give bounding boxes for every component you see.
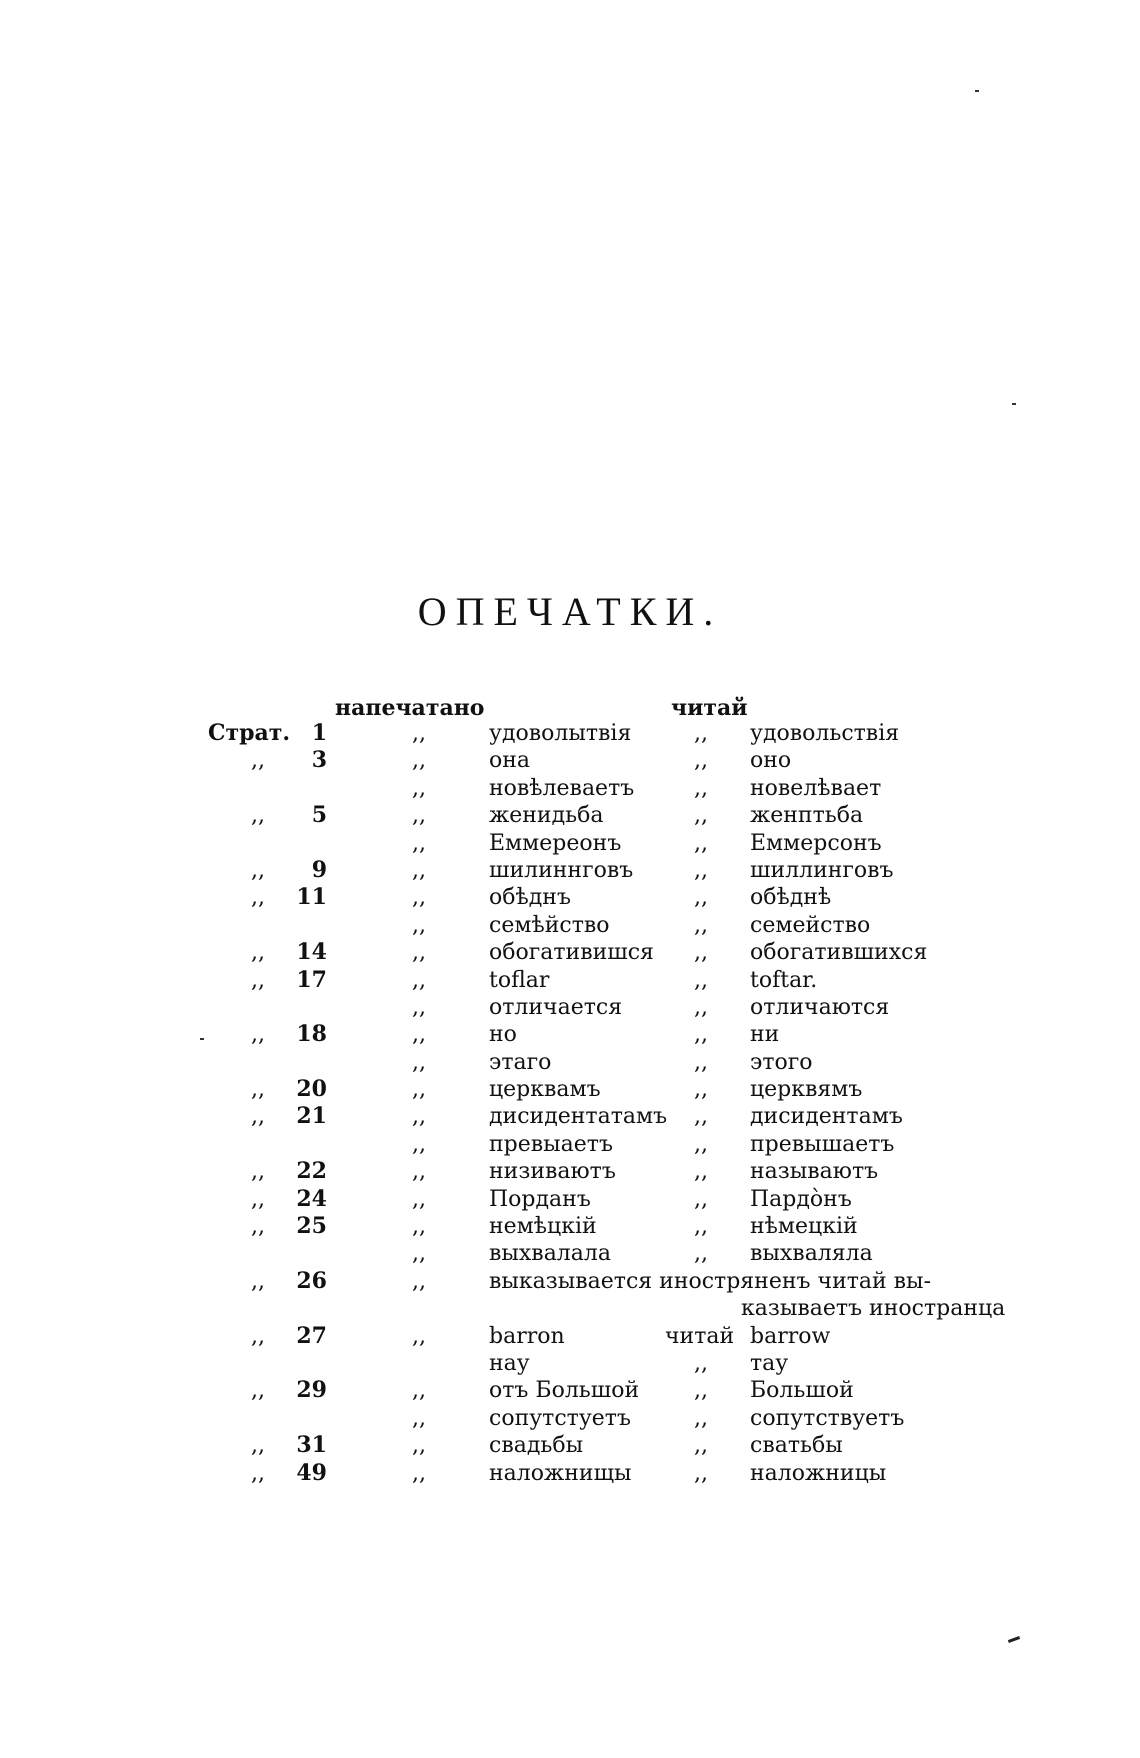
ditto-mark: ,, bbox=[412, 912, 426, 938]
errata-row bbox=[0, 857, 1140, 884]
misprinted-word: шилиннговъ bbox=[489, 857, 634, 883]
errata-row bbox=[0, 1021, 1140, 1048]
corrected-word: сопутствуетъ bbox=[750, 1405, 905, 1431]
ditto-mark: ,, bbox=[251, 857, 265, 883]
ditto-mark: ,, bbox=[412, 1022, 426, 1048]
ditto-mark: ,, bbox=[694, 1405, 708, 1431]
corrected-word: шиллинговъ bbox=[750, 857, 894, 883]
misprinted-word: отъ Большой bbox=[489, 1378, 640, 1404]
ditto-mark: ,, bbox=[412, 940, 426, 966]
corrected-word: обѣднѣ bbox=[750, 885, 832, 911]
ditto-mark: ,, bbox=[694, 1022, 708, 1048]
errata-row bbox=[0, 1405, 1140, 1432]
ditto-mark: ,, bbox=[412, 1241, 426, 1267]
misprinted-word: Еммереонъ bbox=[489, 830, 622, 856]
ditto-mark: ,, bbox=[251, 940, 265, 966]
errata-row bbox=[0, 1049, 1140, 1076]
ditto-mark: ,, bbox=[694, 1131, 708, 1157]
misprinted-word: этаго bbox=[489, 1049, 552, 1075]
misprinted-word: toflar bbox=[489, 967, 550, 993]
errata-row bbox=[0, 1158, 1140, 1185]
errata-row bbox=[0, 884, 1140, 911]
ditto-mark: ,, bbox=[694, 1104, 708, 1130]
ditto-mark: ,, bbox=[694, 912, 708, 938]
errata-row bbox=[0, 939, 1140, 966]
ditto-mark: ,, bbox=[251, 1104, 265, 1130]
misprinted-word: семѣйство bbox=[489, 912, 610, 938]
misprinted-word: сопутстуетъ bbox=[489, 1405, 631, 1431]
ditto-mark: ,, bbox=[251, 748, 265, 774]
ditto-mark: ,, bbox=[694, 775, 708, 801]
ditto-mark: ,, bbox=[251, 1433, 265, 1459]
ditto-mark: ,, bbox=[412, 1104, 426, 1130]
page-number: 22 bbox=[296, 1158, 327, 1185]
misprinted-word: Порданъ bbox=[489, 1186, 591, 1212]
corrected-word: новелѣвает bbox=[750, 775, 882, 801]
ditto-mark: ,, bbox=[412, 1378, 426, 1404]
corrected-word: выхваляла bbox=[750, 1241, 873, 1267]
ditto-mark: ,, bbox=[412, 721, 426, 746]
page-number: 5 bbox=[311, 802, 327, 829]
ditto-mark: ,, bbox=[251, 803, 265, 829]
corrected-word: удовольствія bbox=[750, 721, 900, 746]
ditto-mark: ,, bbox=[251, 1323, 265, 1349]
speck-mark bbox=[975, 90, 979, 92]
ditto-mark: ,, bbox=[694, 803, 708, 829]
misprinted-word: выхвалала bbox=[489, 1241, 611, 1267]
ditto-mark: ,, bbox=[694, 1214, 708, 1240]
ditto-mark: ,, bbox=[412, 1159, 426, 1185]
ditto-mark: ,, bbox=[694, 994, 708, 1020]
corrected-word: оно bbox=[750, 748, 792, 774]
corrected-word: этого bbox=[750, 1049, 813, 1075]
ditto-mark: ,, bbox=[694, 1159, 708, 1185]
read-marker: читай bbox=[665, 1323, 735, 1349]
ditto-mark: ,, bbox=[694, 940, 708, 966]
corrected-word: казываетъ иностранца bbox=[741, 1296, 1006, 1322]
corrected-word: наложницы bbox=[750, 1460, 887, 1486]
corrected-word: отличаются bbox=[750, 994, 890, 1020]
ditto-mark: ,, bbox=[412, 1186, 426, 1212]
ditto-mark: ,, bbox=[694, 1350, 708, 1376]
errata-row bbox=[0, 830, 1140, 857]
ditto-mark: ,, bbox=[412, 1405, 426, 1431]
ditto-mark: ,, bbox=[412, 967, 426, 993]
errata-row bbox=[0, 1295, 1140, 1322]
errata-row bbox=[0, 1213, 1140, 1240]
ditto-mark: ,, bbox=[412, 748, 426, 774]
errata-row bbox=[0, 747, 1140, 774]
misprinted-word: свадьбы bbox=[489, 1433, 584, 1459]
ditto-mark: ,, bbox=[251, 1460, 265, 1486]
ditto-mark: ,, bbox=[412, 830, 426, 856]
corrected-word: ни bbox=[750, 1022, 780, 1048]
speck-mark bbox=[200, 1038, 204, 1040]
misprinted-word: нау bbox=[489, 1350, 530, 1376]
misprinted-word: немѣцкій bbox=[489, 1214, 597, 1240]
ditto-mark: ,, bbox=[251, 967, 265, 993]
misprinted-word: но bbox=[489, 1022, 517, 1048]
errata-row bbox=[0, 802, 1140, 829]
misprinted-word: превыаетъ bbox=[489, 1131, 613, 1157]
misprinted-word: удоволытвія bbox=[489, 721, 632, 746]
errata-row bbox=[0, 1186, 1140, 1213]
ditto-mark: ,, bbox=[694, 748, 708, 774]
page-number: 20 bbox=[296, 1076, 327, 1103]
errata-row bbox=[0, 994, 1140, 1021]
page-number: 3 bbox=[311, 747, 327, 774]
errata-row bbox=[0, 1350, 1140, 1377]
corrected-word: Пардо̀нъ bbox=[750, 1186, 852, 1212]
ditto-mark: ,, bbox=[251, 1214, 265, 1240]
ditto-mark: ,, bbox=[251, 1022, 265, 1048]
page-number: 11 bbox=[296, 884, 327, 911]
page-number: 9 bbox=[311, 856, 327, 883]
ditto-mark: ,, bbox=[694, 1241, 708, 1267]
page-number: 31 bbox=[296, 1432, 327, 1459]
header-printed: напечатано bbox=[335, 695, 485, 721]
ditto-mark: ,, bbox=[412, 1268, 426, 1294]
misprinted-word: наложнищы bbox=[489, 1460, 632, 1486]
errata-table bbox=[0, 720, 1140, 1487]
corrected-word: семейство bbox=[750, 912, 871, 938]
errata-row bbox=[0, 967, 1140, 994]
page-number: 24 bbox=[296, 1185, 327, 1212]
ditto-mark: ,, bbox=[412, 1049, 426, 1075]
ditto-mark: ,, bbox=[412, 1323, 426, 1349]
errata-row bbox=[0, 1240, 1140, 1267]
page-number: 17 bbox=[296, 966, 327, 993]
ditto-mark: ,, bbox=[412, 803, 426, 829]
errata-row bbox=[0, 1460, 1140, 1487]
errata-row bbox=[0, 912, 1140, 939]
errata-row bbox=[0, 775, 1140, 802]
page-number: 21 bbox=[296, 1103, 327, 1130]
misprinted-word: дисидентатамъ bbox=[489, 1104, 668, 1130]
ditto-mark: ,, bbox=[251, 1159, 265, 1185]
corrected-word: женптьба bbox=[750, 803, 864, 829]
ditto-mark: ,, bbox=[694, 721, 708, 746]
errata-row bbox=[0, 1432, 1140, 1459]
page-number: 26 bbox=[296, 1267, 327, 1294]
page-label: Страт. bbox=[208, 720, 291, 746]
ditto-mark: ,, bbox=[694, 885, 708, 911]
misprinted-word: обогативишся bbox=[489, 940, 654, 966]
corrected-word: нѣмецкій bbox=[750, 1214, 858, 1240]
speck-mark bbox=[1012, 403, 1016, 405]
ditto-mark: ,, bbox=[694, 830, 708, 856]
misprinted-word: обѣднъ bbox=[489, 885, 571, 911]
misprinted-word: женидьба bbox=[489, 803, 604, 829]
corrected-word: Еммерсонъ bbox=[750, 830, 882, 856]
errata-row bbox=[0, 1076, 1140, 1103]
corrected-word: toftar. bbox=[750, 967, 818, 993]
corrected-word: Большой bbox=[750, 1378, 854, 1404]
ditto-mark: ,, bbox=[694, 1049, 708, 1075]
ditto-mark: ,, bbox=[251, 885, 265, 911]
ditto-mark: ,, bbox=[412, 994, 426, 1020]
misprinted-word: церквамъ bbox=[489, 1077, 601, 1103]
corrected-word: называютъ bbox=[750, 1159, 879, 1185]
page-number: 14 bbox=[296, 939, 327, 966]
ditto-mark: ,, bbox=[694, 1460, 708, 1486]
ditto-mark: ,, bbox=[251, 1268, 265, 1294]
ditto-mark: ,, bbox=[412, 1131, 426, 1157]
ditto-mark: ,, bbox=[412, 885, 426, 911]
ditto-mark: ,, bbox=[694, 1433, 708, 1459]
misprinted-word: низиваютъ bbox=[489, 1159, 616, 1185]
ditto-mark: ,, bbox=[694, 1378, 708, 1404]
page-number: 29 bbox=[296, 1377, 327, 1404]
page-number: 25 bbox=[296, 1213, 327, 1240]
corrected-word: дисидентамъ bbox=[750, 1104, 903, 1130]
errata-row bbox=[0, 1268, 1140, 1295]
ditto-mark: ,, bbox=[694, 1186, 708, 1212]
header-read: читай bbox=[671, 695, 748, 721]
page-number: 1 bbox=[311, 720, 327, 746]
page-number: 18 bbox=[296, 1021, 327, 1048]
page-number: 49 bbox=[296, 1459, 327, 1486]
ditto-mark: ,, bbox=[694, 967, 708, 993]
ditto-mark: ,, bbox=[694, 1077, 708, 1103]
page-title: ОПЕЧАТКИ. bbox=[417, 589, 723, 634]
errata-row bbox=[0, 1131, 1140, 1158]
ditto-mark: ,, bbox=[412, 857, 426, 883]
errata-row bbox=[0, 1323, 1140, 1350]
misprinted-word: выказывается иностряненъ читай вы- bbox=[489, 1268, 931, 1294]
corrected-word: barrow bbox=[750, 1323, 831, 1349]
ditto-mark: ,, bbox=[251, 1378, 265, 1404]
corrected-word: превышаетъ bbox=[750, 1131, 895, 1157]
errata-row bbox=[0, 1377, 1140, 1404]
corrected-word: обогатившихся bbox=[750, 940, 928, 966]
ditto-mark: ,, bbox=[412, 775, 426, 801]
ditto-mark: ,, bbox=[412, 1460, 426, 1486]
corrected-word: церквямъ bbox=[750, 1077, 863, 1103]
misprinted-word: она bbox=[489, 748, 531, 774]
ditto-mark: ,, bbox=[412, 1077, 426, 1103]
ink-mark bbox=[1008, 1636, 1020, 1643]
errata-row bbox=[0, 720, 1140, 747]
errata-row bbox=[0, 1103, 1140, 1130]
misprinted-word: barron bbox=[489, 1323, 565, 1349]
misprinted-word: новѣлеваетъ bbox=[489, 775, 635, 801]
ditto-mark: ,, bbox=[412, 1433, 426, 1459]
corrected-word: тау bbox=[750, 1350, 789, 1376]
ditto-mark: ,, bbox=[251, 1186, 265, 1212]
corrected-word: сватьбы bbox=[750, 1433, 843, 1459]
page-number: 27 bbox=[296, 1322, 327, 1349]
ditto-mark: ,, bbox=[694, 857, 708, 883]
misprinted-word: отличается bbox=[489, 994, 623, 1020]
ditto-mark: ,, bbox=[251, 1077, 265, 1103]
ditto-mark: ,, bbox=[412, 1214, 426, 1240]
